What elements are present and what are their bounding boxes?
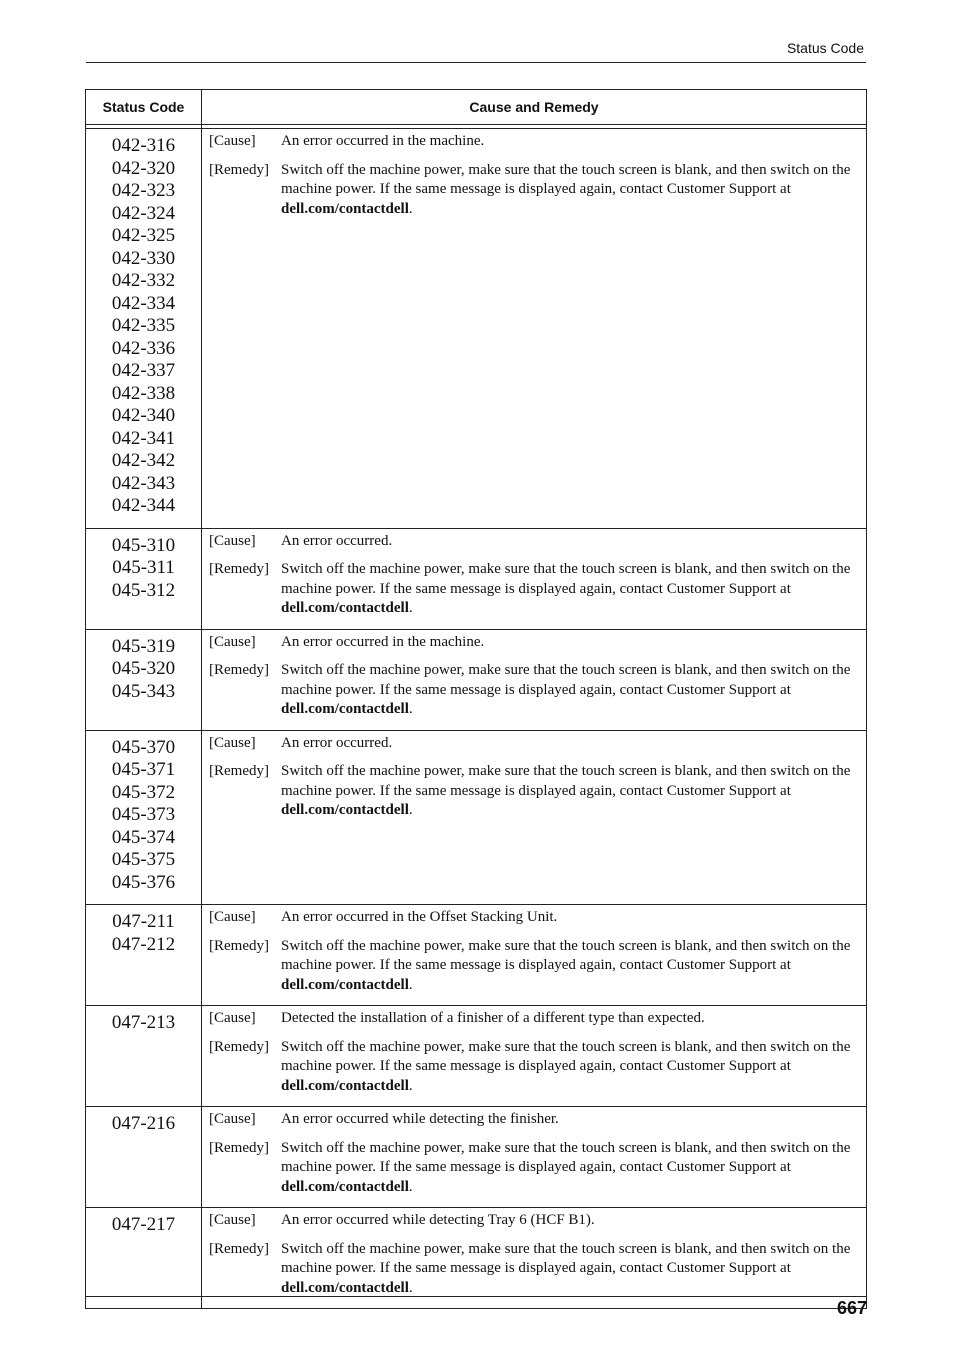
- table-row: [86, 905, 867, 1006]
- status-code: 045-373: [111, 804, 176, 825]
- cause-text: An error occurred in the machine.: [281, 633, 485, 650]
- status-code: 042-324: [111, 202, 176, 224]
- table-body: [86, 129, 867, 1309]
- cause-text: An error occurred while detecting Tray 6 (HCF B1).: [281, 1212, 595, 1228]
- remedy-entry: [209, 1240, 858, 1299]
- table-row: [86, 1006, 867, 1107]
- status-codes-cell: [86, 905, 202, 1006]
- cause-text: Detected the installation of a finisher of a different type than expected.: [281, 1010, 705, 1026]
- status-code: 045-370: [111, 736, 176, 758]
- remedy-tag: [Remedy]: [209, 937, 269, 954]
- status-code: 045-319: [111, 635, 176, 657]
- table-row: [86, 730, 867, 905]
- cause-remedy-cell: [202, 629, 867, 730]
- status-code: 045-371: [111, 759, 176, 780]
- table-row: [86, 1208, 867, 1309]
- cause-entry: [209, 532, 858, 552]
- status-code: 047-213: [111, 1012, 176, 1033]
- page-header-title: Status Code: [786, 40, 864, 56]
- page-header: [86, 38, 866, 63]
- status-code: 042-343: [111, 472, 176, 494]
- status-code: 042-325: [111, 225, 176, 246]
- remedy-entry: [209, 661, 858, 720]
- cause-text: An error occurred in the Offset Stacking Unit.: [281, 909, 558, 925]
- remedy-tag: [Remedy]: [209, 161, 269, 178]
- cause-tag: [Cause]: [209, 1010, 256, 1026]
- remedy-tag: [Remedy]: [209, 662, 269, 678]
- support-link[interactable]: dell.com/contactdell: [281, 1178, 409, 1195]
- cause-entry: [209, 908, 858, 928]
- status-codes-cell: [86, 1006, 202, 1107]
- remedy-text-block: [281, 661, 858, 720]
- status-code: 047-217: [111, 1214, 176, 1235]
- cause-entry: [209, 1211, 858, 1231]
- cause-remedy-cell: [202, 129, 867, 529]
- status-code: 042-344: [111, 495, 176, 516]
- period: .: [408, 1178, 413, 1195]
- cause-tag: [Cause]: [209, 1212, 256, 1228]
- status-code: 045-311: [112, 557, 175, 578]
- remedy-text: Switch off the machine power, make sure that the touch screen is blank, and then switch on the machine power. If the same message is displayed again, contact Customer Support at: [281, 561, 851, 597]
- status-code: 045-343: [111, 680, 176, 702]
- cause-tag: [Cause]: [209, 633, 256, 650]
- remedy-text-block: [281, 1139, 858, 1198]
- support-link[interactable]: dell.com/contactdell: [281, 1077, 409, 1094]
- support-link[interactable]: dell.com/contactdell: [281, 802, 409, 818]
- status-codes-cell: [86, 1107, 202, 1208]
- status-code: 042-323: [111, 180, 176, 201]
- support-link[interactable]: dell.com/contactdell: [281, 200, 409, 217]
- support-link[interactable]: dell.com/contactdell: [281, 1279, 409, 1296]
- column-header-cause-remedy: Cause and Remedy: [202, 90, 867, 125]
- status-codes-cell: [86, 1208, 202, 1309]
- cause-text: An error occurred.: [281, 532, 393, 549]
- cause-tag: [Cause]: [209, 1111, 256, 1127]
- status-code: 042-332: [111, 270, 176, 291]
- remedy-text-block: [281, 762, 858, 821]
- table-row: [86, 129, 867, 529]
- cause-entry: [209, 734, 858, 754]
- cause-entry: [209, 1110, 858, 1130]
- remedy-text: Switch off the machine power, make sure that the touch screen is blank, and then switch on the machine power. If the same message is displayed again, contact Customer Support at: [281, 763, 851, 799]
- status-codes-cell: [86, 129, 202, 529]
- remedy-tag: [Remedy]: [209, 561, 269, 577]
- remedy-text-block: [281, 1038, 858, 1097]
- status-code: 042-316: [111, 135, 176, 156]
- cause-remedy-cell: [202, 1107, 867, 1208]
- support-link[interactable]: dell.com/contactdell: [281, 600, 409, 616]
- status-code: 045-320: [111, 658, 176, 679]
- cause-tag: [Cause]: [209, 734, 256, 751]
- status-codes-cell: [86, 730, 202, 905]
- table-header-row: [86, 90, 867, 125]
- remedy-tag: [Remedy]: [209, 763, 269, 779]
- period: .: [408, 802, 413, 818]
- column-header-status-code: Status Code: [86, 90, 202, 125]
- cause-entry: [209, 633, 858, 653]
- page-number: 667: [836, 1298, 867, 1318]
- cause-text: An error occurred.: [281, 734, 393, 751]
- status-code: 042-320: [111, 157, 176, 179]
- remedy-text: Switch off the machine power, make sure that the touch screen is blank, and then switch on the machine power. If the same message is displayed again, contact Customer Support at: [281, 1038, 851, 1074]
- cause-text: An error occurred in the machine.: [281, 133, 485, 149]
- remedy-text-block: [281, 937, 858, 996]
- remedy-entry: [209, 762, 858, 821]
- remedy-tag: [Remedy]: [209, 1038, 269, 1055]
- status-code: 045-375: [111, 849, 176, 870]
- remedy-entry: [209, 560, 858, 619]
- remedy-tag: [Remedy]: [209, 1139, 269, 1156]
- period: .: [408, 600, 413, 616]
- status-codes-cell: [86, 528, 202, 629]
- remedy-entry: [209, 1139, 858, 1198]
- period: .: [408, 976, 413, 993]
- period: .: [408, 701, 413, 717]
- footer-rule: [86, 1296, 866, 1297]
- remedy-text: Switch off the machine power, make sure that the touch screen is blank, and then switch on the machine power. If the same message is displayed again, contact Customer Support at: [281, 1240, 851, 1276]
- cause-remedy-cell: [202, 730, 867, 905]
- remedy-text-block: [281, 161, 858, 220]
- cause-entry: [209, 1009, 858, 1029]
- status-code: 045-372: [111, 781, 176, 803]
- status-code: 045-374: [111, 826, 176, 848]
- remedy-entry: [209, 937, 858, 996]
- status-code: 042-334: [111, 292, 176, 314]
- remedy-entry: [209, 1038, 858, 1097]
- remedy-text: Switch off the machine power, make sure that the touch screen is blank, and then switch on the machine power. If the same message is displayed again, contact Customer Support at: [281, 1139, 851, 1175]
- status-code: 047-216: [111, 1113, 176, 1134]
- table-row: [86, 629, 867, 730]
- remedy-text: Switch off the machine power, make sure that the touch screen is blank, and then switch on the machine power. If the same message is displayed again, contact Customer Support at: [281, 937, 851, 973]
- cause-tag: [Cause]: [209, 909, 256, 925]
- remedy-entry: [209, 161, 858, 220]
- table-row: [86, 528, 867, 629]
- cause-tag: [Cause]: [209, 133, 256, 149]
- cause-entry: [209, 132, 858, 152]
- status-code: 042-336: [111, 337, 176, 359]
- remedy-tag: [Remedy]: [209, 1240, 269, 1257]
- period: .: [408, 1077, 413, 1094]
- remedy-text-block: [281, 560, 858, 619]
- remedy-text: Switch off the machine power, make sure that the touch screen is blank, and then switch on the machine power. If the same message is displayed again, contact Customer Support at: [281, 161, 851, 197]
- status-code: 045-376: [111, 871, 176, 893]
- status-code: 042-342: [111, 450, 176, 471]
- status-code: 042-330: [111, 247, 176, 269]
- cause-remedy-cell: [202, 528, 867, 629]
- status-code: 042-335: [111, 315, 176, 336]
- status-code: 042-338: [111, 382, 176, 404]
- table-row: [86, 1107, 867, 1208]
- cause-remedy-cell: [202, 905, 867, 1006]
- remedy-text-block: [281, 1240, 858, 1299]
- period: .: [408, 200, 413, 217]
- status-code: 045-310: [111, 534, 176, 556]
- status-code: 047-212: [111, 933, 176, 955]
- status-code: 042-341: [111, 427, 176, 449]
- status-code: 047-211: [112, 911, 175, 932]
- remedy-text: Switch off the machine power, make sure that the touch screen is blank, and then switch on the machine power. If the same message is displayed again, contact Customer Support at: [281, 662, 851, 698]
- status-codes-cell: [86, 629, 202, 730]
- support-link[interactable]: dell.com/contactdell: [281, 976, 409, 993]
- cause-tag: [Cause]: [209, 532, 256, 549]
- status-code: 042-340: [111, 405, 176, 426]
- support-link[interactable]: dell.com/contactdell: [281, 701, 409, 717]
- period: .: [408, 1279, 413, 1296]
- cause-text: An error occurred while detecting the finisher.: [281, 1111, 559, 1127]
- cause-remedy-cell: [202, 1006, 867, 1107]
- status-code: 045-312: [111, 579, 176, 601]
- status-code-table: [85, 89, 867, 1309]
- status-code: 042-337: [111, 360, 176, 381]
- cause-remedy-cell: [202, 1208, 867, 1309]
